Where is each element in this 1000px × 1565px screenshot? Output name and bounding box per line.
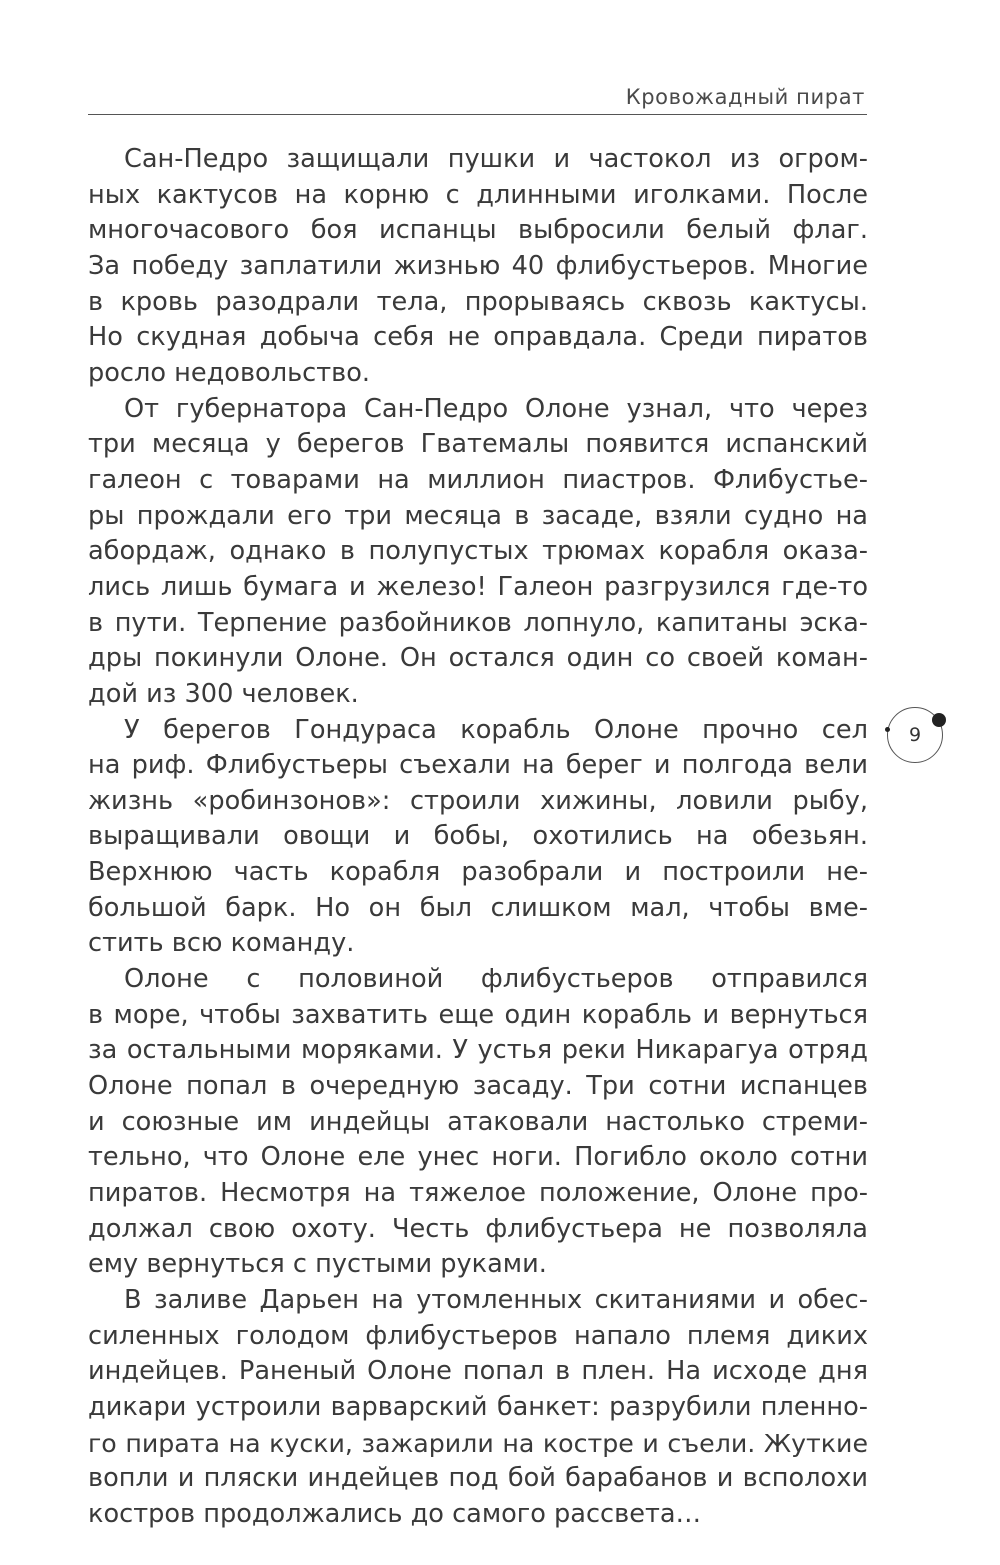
text-line: жизнь «робинзонов»: строили хижины, ловили рыбу, (88, 785, 868, 816)
text-line: ных кактусов на корню с длинными иголками. После (88, 179, 868, 210)
text-line: на риф. Флибустьеры съехали на берег и полгода вели (88, 750, 868, 781)
text-line: в море, чтобы захватить еще один корабль и вернуться (88, 999, 868, 1030)
text-line: за остальными моряками. У устья реки Никарагуа отряд (88, 1035, 868, 1066)
text-line: лись лишь бумага и железо! Галеон разгрузился где-то (88, 571, 868, 602)
text-line: в кровь разодрали тела, прорываясь сквозь кактусы. (88, 286, 868, 317)
text-line: галеон с товарами на миллион пиастров. Флибустье- (88, 464, 868, 495)
running-head (88, 84, 867, 115)
text-line: росло недовольство. (88, 357, 371, 388)
page-badge-dot-decoration (932, 713, 946, 727)
text-line: дры покинули Олоне. Он остался один со своей коман- (88, 643, 868, 674)
paragraph-3 (88, 713, 868, 963)
text-line: Сан-Педро защищали пушки и частокол из огром- (124, 144, 868, 174)
text-line: выращивали овощи и бобы, охотились на обезьян. (88, 821, 868, 852)
text-line: ему вернуться с пустыми руками. (88, 1249, 547, 1280)
text-line: У берегов Гондураса корабль Олоне прочно сел (124, 714, 868, 745)
text-line: Олоне попал в очередную засаду. Три сотни испанцев (88, 1071, 868, 1102)
running-title: Кровожадный пират (625, 85, 865, 109)
text-line: В заливе Дарьен на утомленных скитаниями и обес- (124, 1285, 868, 1315)
text-line: силенных голодом флибустьеров напало племя диких (88, 1320, 868, 1351)
text-line: тельно, что Олоне еле унес ноги. Погибло около сотни (88, 1142, 868, 1173)
text-line: многочасового боя испанцы выбросили белый флаг. (88, 215, 868, 246)
text-line: большой барк. Но он был слишком мал, чтобы вме- (88, 892, 868, 923)
text-line: От губернатора Сан-Педро Олоне узнал, что через (124, 393, 868, 424)
text-line: три месяца у берегов Гватемалы появится испанский (88, 429, 868, 460)
text-line: абордаж, однако в полупустых трюмах корабля оказа- (88, 536, 868, 567)
text-line: го пирата на куски, зажарили на костре и съели. Жуткие (88, 1428, 868, 1458)
text-line: и союзные им индейцы атаковали настолько стреми- (88, 1106, 868, 1137)
paragraph-1 (88, 142, 868, 392)
page-badge-small-dot-decoration (885, 727, 890, 732)
text-line: Верхнюю часть корабля разобрали и построили не- (88, 857, 868, 888)
text-line: индейцев. Раненый Олоне попал в плен. На исходе дня (88, 1356, 868, 1387)
text-line: ры прождали его три месяца в засаде, взяли судно на (88, 500, 868, 531)
text-line: в пути. Терпение разбойников лопнуло, капитаны эска- (88, 607, 868, 638)
text-line: должал свою охоту. Честь флибустьера не позволяла (88, 1213, 868, 1244)
paragraph-4 (88, 962, 868, 1283)
text-line: вопли и пляски индейцев под бой барабанов и всполохи (88, 1463, 868, 1494)
text-line: Но скудная добыча себя не оправдала. Среди пиратов (88, 322, 868, 353)
text-line: костров продолжались до самого рассвета… (88, 1498, 702, 1529)
text-line: пиратов. Несмотря на тяжелое положение, Олоне про- (88, 1178, 868, 1209)
text-line: дой из 300 человек. (88, 678, 359, 709)
page-number: 9 (908, 724, 922, 746)
paragraph-5 (88, 1283, 868, 1533)
body-text (88, 142, 868, 1533)
text-line: стить всю команду. (88, 928, 355, 959)
text-line: дикари устроили варварский банкет: разрубили пленно- (88, 1391, 868, 1422)
paragraph-2 (88, 392, 868, 713)
text-line: За победу заплатили жизнью 40 флибустьеров. Многие (88, 250, 868, 281)
text-line: Олоне с половиной флибустьеров отправился (124, 964, 868, 995)
